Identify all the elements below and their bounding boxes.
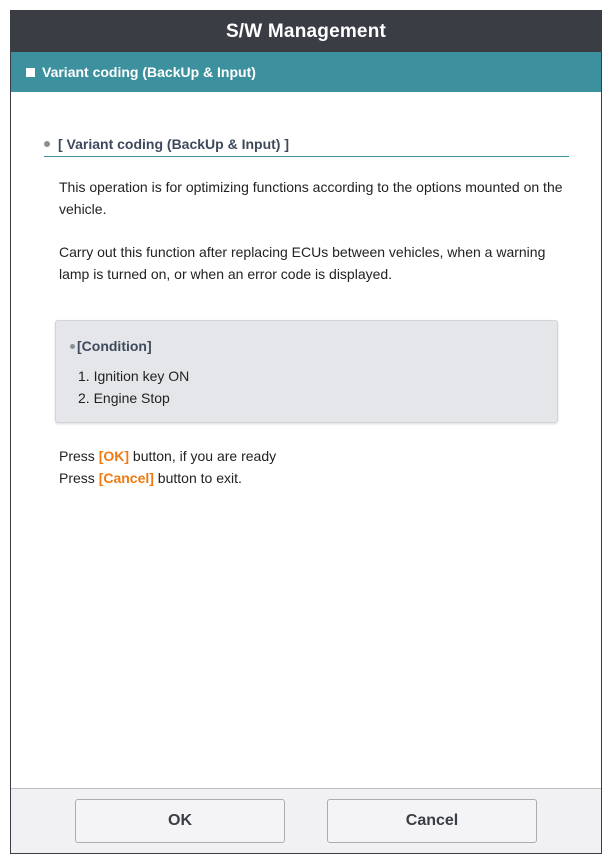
instructions: [59, 445, 276, 489]
instruction-suffix: button, if you are ready: [129, 448, 277, 464]
cancel-highlight: [Cancel]: [98, 470, 154, 486]
condition-list: [78, 365, 189, 409]
description-paragraph-1: This operation is for optimizing functions according to the options mounted on the vehicle.: [59, 179, 563, 217]
condition-item: 2. Engine Stop: [78, 390, 170, 406]
instruction-line-ok: [59, 445, 276, 467]
instruction-prefix: Press: [59, 470, 99, 486]
footer-bar: [11, 788, 601, 853]
window-title: S/W Management: [11, 11, 601, 52]
ok-highlight: [OK]: [98, 448, 130, 464]
sw-management-window: [10, 10, 602, 854]
section-title-text: [ Variant coding (BackUp & Input) ]: [58, 135, 290, 152]
condition-item: 1. Ignition key ON: [78, 368, 190, 384]
condition-title-text: [Condition]: [77, 338, 152, 354]
instruction-suffix: button to exit.: [153, 470, 242, 486]
square-bullet-icon: [26, 68, 35, 77]
subheader-bar: [11, 52, 601, 92]
condition-box: [55, 320, 558, 423]
bullet-dot-icon: [44, 141, 50, 147]
condition-title: [70, 338, 152, 354]
instruction-line-cancel: [59, 467, 276, 489]
section-title: [44, 131, 569, 157]
ok-button[interactable]: OK: [75, 799, 285, 843]
cancel-button[interactable]: Cancel: [327, 799, 537, 843]
subheader-title: Variant coding (BackUp & Input): [42, 64, 256, 80]
instruction-prefix: Press: [59, 448, 99, 464]
bullet-dot-icon: [70, 344, 75, 349]
description-paragraph-2: Carry out this function after replacing ECUs between vehicles, when a warning lamp is turned on, or when an error code is displayed.: [59, 244, 546, 282]
